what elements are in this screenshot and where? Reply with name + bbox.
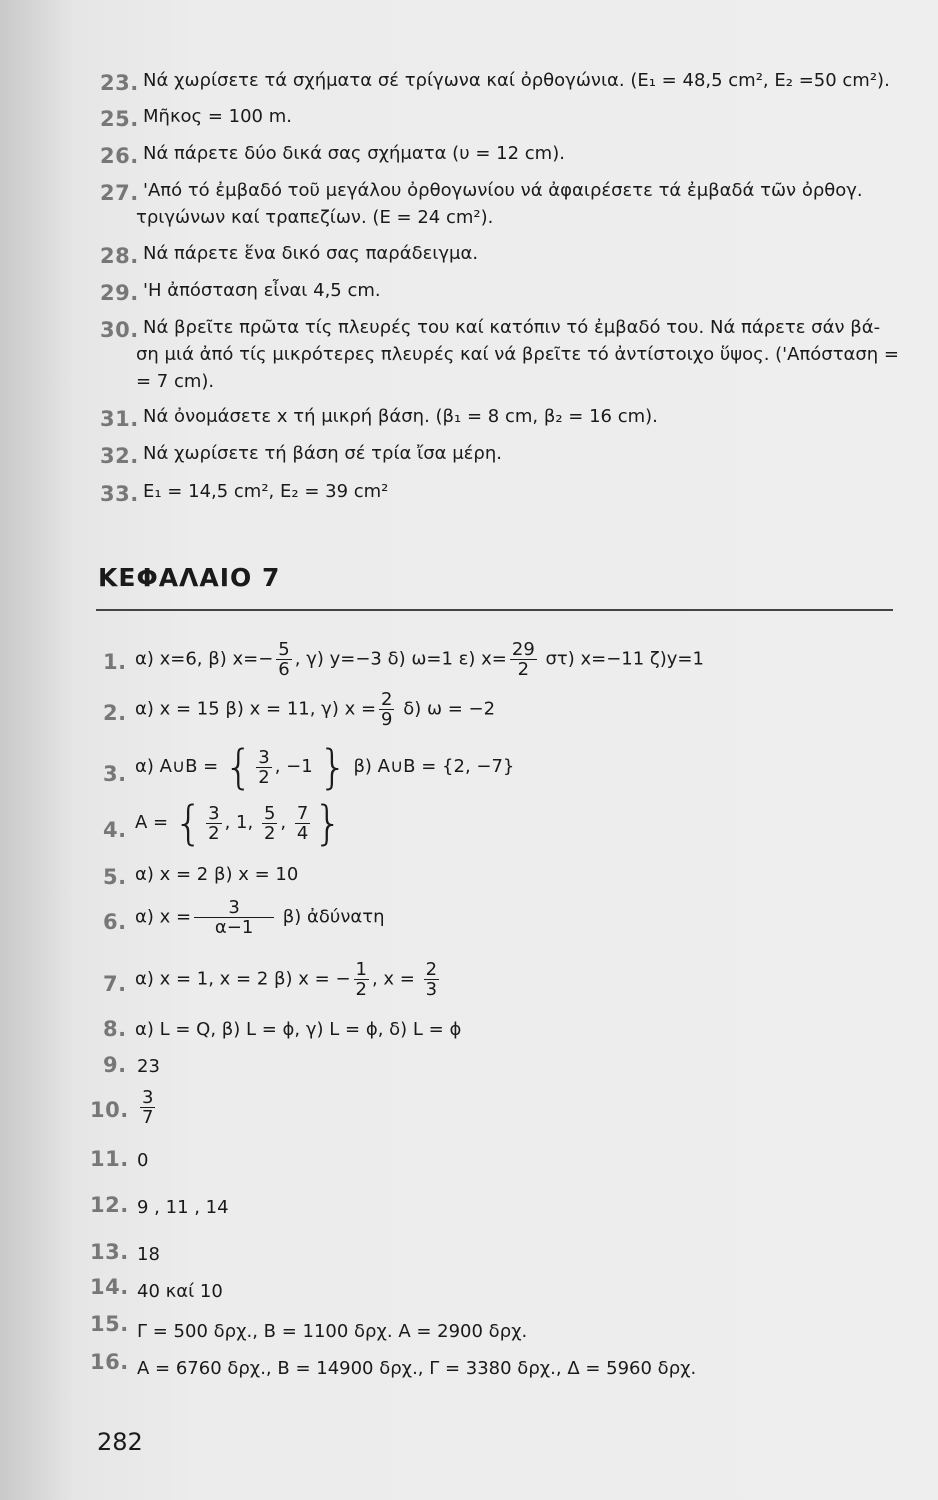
item-number: 30. xyxy=(100,318,139,342)
fraction: $\frac{1}{2}$ xyxy=(355,959,367,1000)
item-text: Νά ὀνομάσετε x τή μικρή βάση. (β₁ = 8 cm, β₂ = 16 cm). xyxy=(143,406,658,427)
item-text: 'Από τό ἐμβαδό τοῦ μεγάλου ὀρθογωνίου νά ἀφαιρέσετε τά ἐμβαδά τῶν ὀρθογ. xyxy=(143,180,863,201)
answer-13: 18 xyxy=(137,1244,160,1265)
answer-2: α) x = 15 β) x = 11, γ) x = $\frac{2}{9}$ δ) ω = −2 xyxy=(135,689,496,730)
item-text-cont: = 7 cm). xyxy=(136,371,215,392)
answer-1: α) x=6, β) x=− $\frac{5}{6}$ , γ) y=−3 δ) ω=1 ε) x= $\frac{29}{2}$ στ) x=−11 ζ)y=1 xyxy=(135,639,704,680)
answer-number: 7. xyxy=(103,972,127,996)
item-text: E₁ = 14,5 cm², E₂ = 39 cm² xyxy=(143,481,389,502)
answer-number: 3. xyxy=(103,762,127,786)
answer-4: A = { $\frac{3}{2}$ , 1, $\frac{5}{2}$ , $\frac{7}{4}$ } xyxy=(135,796,343,850)
answer-5: α) x = 2 β) x = 10 xyxy=(135,864,299,885)
item-text-cont: τριγώνων καί τραπεζίων. (E = 24 cm²). xyxy=(136,207,494,228)
fraction: $\frac{7}{4}$ xyxy=(296,802,309,844)
answer-number: 11. xyxy=(90,1147,129,1171)
answer-12: 9 , 11 , 14 xyxy=(137,1197,229,1218)
answer-number: 10. xyxy=(90,1098,129,1122)
item-number: 32. xyxy=(100,444,139,468)
answer-14: 40 καί 10 xyxy=(137,1281,223,1302)
item-number: 26. xyxy=(100,144,139,168)
item-text: Νά βρεῖτε πρῶτα τίς πλευρές του καί κατόπιν τό ἐμβαδό του. Νά πάρετε σάν βά- xyxy=(143,317,881,338)
answer-6: α) x = $\frac{3}{\alpha-1}$ β) ἀδύνατη xyxy=(135,897,385,938)
answer-number: 2. xyxy=(103,701,127,725)
answer-7: α) x = 1, x = 2 β) x = − $\frac{1}{2}$ , x = $\frac{2}{3}$ xyxy=(135,959,438,1000)
answer-9: 23 xyxy=(137,1056,160,1077)
fraction: $\frac{3}{2}$ xyxy=(208,802,220,844)
item-text-cont: ση μιά ἀπό τίς μικρότερες πλευρές καί νά βρεῖτε τό ἀντίστοιχο ὕψος. ('Απόσταση = xyxy=(136,344,900,365)
item-text: Νά χωρίσετε τή βάση σέ τρία ἴσα μέρη. xyxy=(143,443,502,464)
answer-15: Γ = 500 δρχ., B = 1100 δρχ. A = 2900 δρχ. xyxy=(137,1321,528,1342)
answer-8: α) L = Q, β) L = ϕ, γ) L = ϕ, δ) L = ϕ xyxy=(135,1019,462,1040)
item-text: 'Η ἀπόσταση εἶναι 4,5 cm. xyxy=(143,280,381,301)
answer-number: 5. xyxy=(103,865,127,889)
answer-10 xyxy=(137,1088,158,1127)
answer-3: α) A∪B = { $\frac{3}{2}$ , −1 } β) A∪B = {2, −7} xyxy=(135,740,515,794)
answer-number: 14. xyxy=(90,1275,129,1299)
answer-number: 13. xyxy=(90,1240,129,1264)
fraction: $\frac{3}{7}$ xyxy=(142,1087,154,1128)
item-text: Νά πάρετε δύο δικά σας σχήματα (υ = 12 cm). xyxy=(143,143,565,164)
item-number: 31. xyxy=(100,407,139,431)
item-text: Νά πάρετε ἕνα δικό σας παράδειγμα. xyxy=(143,243,479,264)
answer-16: A = 6760 δρχ., B = 14900 δρχ., Γ = 3380 δρχ., Δ = 5960 δρχ. xyxy=(137,1358,697,1379)
page-number: 282 xyxy=(97,1428,143,1456)
fraction: $\frac{2}{9}$ xyxy=(381,689,393,730)
fraction: $\frac{3}{\alpha-1}$ xyxy=(194,898,274,937)
chapter-rule xyxy=(96,609,893,611)
item-number: 23. xyxy=(100,71,139,95)
answer-number: 8. xyxy=(103,1017,127,1041)
item-number: 25. xyxy=(100,107,139,131)
fraction: $\frac{5}{6}$ xyxy=(278,639,290,680)
answer-number: 6. xyxy=(103,910,127,934)
fraction: $\frac{2}{3}$ xyxy=(425,959,438,1000)
answer-number: 4. xyxy=(103,818,127,842)
answer-number: 12. xyxy=(90,1193,129,1217)
item-number: 29. xyxy=(100,281,139,305)
fraction: $\frac{3}{2}$ xyxy=(258,746,270,788)
item-text: Νά χωρίσετε τά σχήματα σέ τρίγωνα καί ὀρθογώνια. (E₁ = 48,5 cm², E₂ =50 cm²). xyxy=(143,70,890,91)
item-number: 33. xyxy=(100,482,139,506)
answer-number: 16. xyxy=(90,1350,129,1374)
answer-number: 9. xyxy=(103,1053,127,1077)
item-number: 28. xyxy=(100,244,139,268)
item-text: Μῆκος = 100 m. xyxy=(143,106,292,127)
answer-number: 15. xyxy=(90,1312,129,1336)
fraction: $\frac{29}{2}$ xyxy=(511,639,535,680)
chapter-title: ΚΕΦΑΛΑΙΟ 7 xyxy=(98,563,281,592)
answer-number: 1. xyxy=(103,650,127,674)
fraction: $\frac{5}{2}$ xyxy=(263,802,276,844)
item-number: 27. xyxy=(100,181,139,205)
answer-11: 0 xyxy=(137,1150,149,1171)
